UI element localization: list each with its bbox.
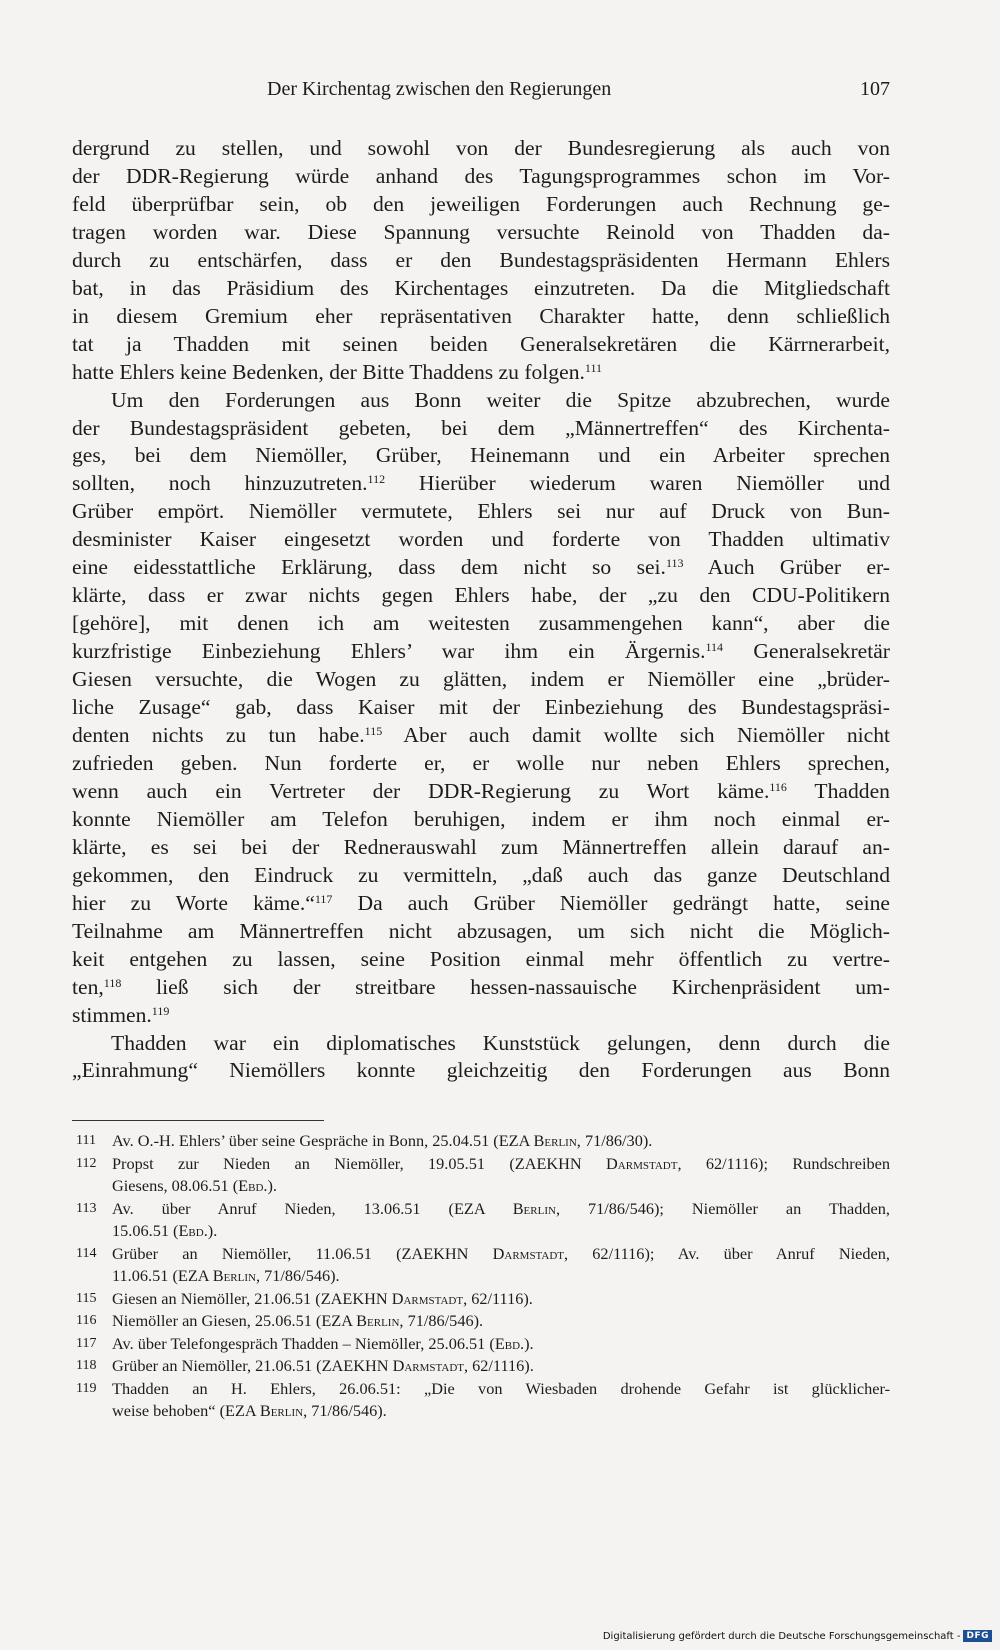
- footnote-number: 114: [76, 1245, 97, 1261]
- footnote: [72, 1333, 890, 1356]
- text-line: bat, in das Präsidium des Kirchentages einzutreten. Da die Mitgliedschaft: [72, 275, 890, 300]
- footnotes: [72, 1130, 890, 1423]
- main-text: [72, 135, 890, 1085]
- text-line: feld überprüfbar sein, ob den jeweiligen Forderungen auch Rechnung ge-: [72, 191, 890, 216]
- footnote-line: Av. über Telefongespräch Thadden – Niemöller, 25.06.51 (Ebd.).: [112, 1333, 534, 1353]
- text-line: durch zu entschärfen, dass er den Bundestagspräsidenten Hermann Ehlers: [72, 247, 890, 272]
- footnote-number: 115: [76, 1290, 97, 1306]
- paragraph-3: [72, 1030, 890, 1086]
- text-line: keit entgehen zu lassen, seine Position einmal mehr öffentlich zu vertre-: [72, 946, 890, 971]
- footnote-line: 11.06.51 (EZA Berlin, 71/86/546).: [112, 1266, 340, 1285]
- text-line: der Bundestagspräsident gebeten, bei dem „Männertreffen“ des Kirchenta-: [72, 415, 890, 440]
- footnote-number: 118: [76, 1358, 97, 1373]
- text-line: Teilnahme am Männertreffen nicht abzusagen, um sich nicht die Möglich-: [72, 918, 890, 943]
- running-title: Der Kirchentag zwischen den Regierungen: [267, 78, 612, 100]
- footnote-line: Av. über Anruf Nieden, 13.06.51 (EZA Berlin, 71/86/546); Niemöller an Thadden,: [112, 1198, 890, 1218]
- text-line: Giesen versuchte, die Wogen zu glätten, indem er Niemöller eine „brüder-: [72, 667, 890, 692]
- footnote-ref: 117: [314, 891, 333, 906]
- footnote: [72, 1378, 890, 1423]
- footnote-number: 116: [76, 1313, 97, 1328]
- footnote-number: 112: [76, 1155, 97, 1171]
- footnote-ref: 116: [769, 779, 787, 794]
- footnote-ref: 115: [364, 724, 383, 739]
- text-line: klärte, es sei bei der Rednerauswahl zum Männertreffen allein darauf an-: [72, 834, 890, 859]
- credit-text: Digitalisierung gefördert durch die Deutsche Forschungsgemeinschaft -: [602, 1630, 961, 1642]
- footnote-number: 111: [76, 1133, 96, 1148]
- footnote-rule: [72, 1120, 324, 1121]
- paragraph-2: [72, 387, 890, 1030]
- text-line: gekommen, den Eindruck zu vermitteln, „daß auch das ganze Deutschland: [72, 862, 890, 887]
- text-line: zufrieden geben. Nun forderte er, er wolle nur neben Ehlers sprechen,: [72, 750, 890, 775]
- text-line: hier zu Worte käme.“$^{117}$ Da auch Grüber Niemöller gedrängt hatte, seine: [72, 890, 890, 915]
- text-line: Thadden war ein diplomatisches Kunststück gelungen, denn durch die: [111, 1030, 890, 1055]
- text-line: kurzfristige Einbeziehung Ehlers’ war ihm ein Ärgernis.$^{114}$ Generalsekretär: [72, 639, 890, 664]
- running-header: [72, 78, 890, 108]
- text-line: eine eidesstattliche Erklärung, dass dem nicht so sei.$^{113}$ Auch Grüber er-: [72, 555, 890, 580]
- footnote-line: Grüber an Niemöller, 21.06.51 (ZAEKHN Darmstadt, 62/1116).: [112, 1356, 534, 1375]
- footnote-line: Giesens, 08.06.51 (Ebd.).: [112, 1176, 277, 1195]
- footnote-line: Av. O.-H. Ehlers’ über seine Gespräche in Bonn, 25.04.51 (EZA Berlin, 71/86/30).: [112, 1131, 653, 1150]
- text-line: klärte, dass er zwar nichts gegen Ehlers habe, der „zu den CDU-Politikern: [72, 583, 890, 608]
- footnote-ref: 119: [151, 1003, 170, 1018]
- text-line: „Einrahmung“ Niemöllers konnte gleichzeitig den Forderungen aus Bonn: [72, 1058, 890, 1083]
- text-line: [gehöre], mit denen ich am weitesten zusammengehen kann“, aber die: [72, 611, 890, 636]
- digitization-credit: [603, 1630, 992, 1642]
- footnote-number: 113: [76, 1200, 97, 1216]
- dfg-logo: DFG: [963, 1630, 992, 1642]
- paragraph-1: [72, 135, 890, 387]
- text-line: Grüber empört. Niemöller vermutete, Ehlers sei nur auf Druck von Bun-: [72, 499, 890, 524]
- text-line: in diesem Gremium eher repräsentativen Charakter hatte, denn schließlich: [72, 303, 890, 328]
- text-line: ges, bei dem Niemöller, Grüber, Heinemann und ein Arbeiter sprechen: [72, 443, 890, 468]
- text-line: dergrund zu stellen, und sowohl von der Bundesregierung als auch von: [72, 136, 890, 160]
- footnote: [72, 1243, 890, 1288]
- text-line: ten,$^{118}$ ließ sich der streitbare hessen-nassauische Kirchenpräsident um-: [72, 974, 890, 999]
- footnote: [72, 1198, 890, 1243]
- text-line: sollten, noch hinzuzutreten.$^{112}$ Hierüber wiederum waren Niemöller und: [72, 471, 890, 496]
- footnote-ref: 113: [665, 556, 684, 571]
- footnote-line: Giesen an Niemöller, 21.06.51 (ZAEKHN Darmstadt, 62/1116).: [112, 1288, 533, 1308]
- text-line: tat ja Thadden mit seinen beiden Generalsekretären die Kärrnerarbeit,: [72, 331, 890, 356]
- text-line: stimmen.$^{119}$: [72, 1002, 170, 1027]
- footnote: [72, 1310, 890, 1333]
- footnote-ref: 112: [367, 472, 386, 487]
- footnote-ref: 118: [103, 975, 122, 990]
- text-line: tragen worden war. Diese Spannung versuchte Reinold von Thadden da-: [72, 219, 890, 244]
- text-line: liche Zusage“ gab, dass Kaiser mit der Einbeziehung des Bundestagspräsi-: [72, 695, 890, 720]
- page-number: 107: [860, 78, 890, 100]
- footnote-line: Niemöller an Giesen, 25.06.51 (EZA Berlin, 71/86/546).: [112, 1311, 484, 1330]
- footnote-line: Propst zur Nieden an Niemöller, 19.05.51 (ZAEKHN Darmstadt, 62/1116); Rundschreiben: [112, 1153, 890, 1173]
- footnote-number: 119: [76, 1380, 97, 1396]
- footnote-line: Thadden an H. Ehlers, 26.06.51: „Die von Wiesbaden drohende Gefahr ist glücklicher-: [112, 1378, 890, 1398]
- text-line: Um den Forderungen aus Bonn weiter die Spitze abzubrechen, wurde: [111, 387, 890, 412]
- text-line: wenn auch ein Vertreter der DDR-Regierung zu Wort käme.$^{116}$ Thadden: [72, 778, 890, 803]
- text-line: hatte Ehlers keine Bedenken, der Bitte Thaddens zu folgen.$^{111}$: [72, 359, 602, 384]
- text-line: desminister Kaiser eingesetzt worden und forderte von Thadden ultimativ: [72, 527, 890, 552]
- footnote-ref: 114: [705, 640, 724, 655]
- footnote: [72, 1153, 890, 1198]
- text-line: der DDR-Regierung würde anhand des Tagungsprogrammes schon im Vor-: [72, 163, 890, 188]
- footnote-ref: 111: [584, 360, 602, 375]
- footnote: [72, 1288, 890, 1311]
- footnote: [72, 1130, 890, 1153]
- footnote-line: 15.06.51 (Ebd.).: [112, 1221, 218, 1240]
- text-line: denten nichts zu tun habe.$^{115}$ Aber auch damit wollte sich Niemöller nicht: [72, 723, 891, 748]
- footnote: [72, 1355, 890, 1378]
- footnote-line: weise behoben“ (EZA Berlin, 71/86/546).: [112, 1401, 387, 1420]
- footnote-line: Grüber an Niemöller, 11.06.51 (ZAEKHN Darmstadt, 62/1116); Av. über Anruf Nieden,: [112, 1243, 890, 1263]
- text-line: konnte Niemöller am Telefon beruhigen, indem er ihm noch einmal er-: [72, 806, 890, 831]
- footnote-number: 117: [76, 1335, 97, 1351]
